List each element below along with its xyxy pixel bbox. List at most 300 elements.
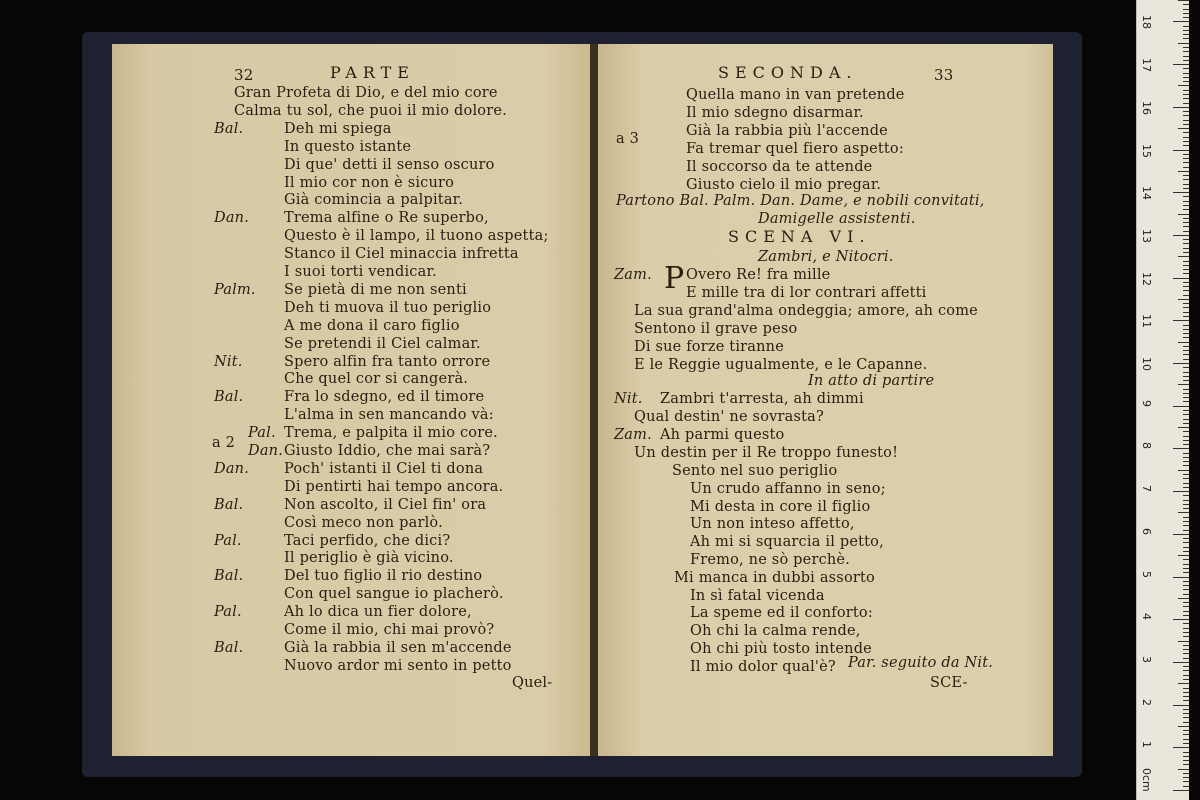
ruler-tick bbox=[1183, 478, 1189, 479]
speaker-label: Bal. bbox=[214, 639, 244, 656]
ruler-tick bbox=[1183, 265, 1189, 266]
ruler-tick bbox=[1183, 239, 1189, 240]
ruler-tick bbox=[1183, 521, 1189, 522]
verse-line: Fa tremar quel fiero aspetto: bbox=[686, 141, 904, 157]
ruler-tick bbox=[1183, 201, 1189, 202]
ruler-tick bbox=[1183, 542, 1189, 543]
ruler-tick bbox=[1183, 453, 1189, 454]
verse-line: Un crudo affanno in seno; bbox=[690, 480, 886, 497]
ruler-tick bbox=[1178, 641, 1189, 642]
ruler-tick bbox=[1183, 167, 1189, 168]
ruler-tick bbox=[1183, 752, 1189, 753]
ruler-tick bbox=[1183, 679, 1189, 680]
ruler-tick bbox=[1183, 9, 1189, 10]
ruler-tick bbox=[1183, 141, 1189, 142]
ruler-tick bbox=[1173, 21, 1189, 22]
ruler-tick bbox=[1183, 68, 1189, 69]
ruler-tick bbox=[1183, 483, 1189, 484]
verse-line: E le Reggie ugualmente, e le Capanne. bbox=[634, 357, 928, 373]
verse-line: Questo è il lampo, il tuono aspetta; bbox=[284, 228, 549, 245]
verse-line: Oh chi più tosto intende bbox=[690, 641, 872, 657]
page-number: 33 bbox=[934, 66, 954, 84]
verse-line: Giusto Iddio, che mai sarà? bbox=[284, 443, 491, 459]
ruler-tick bbox=[1183, 243, 1189, 244]
verse-line: Mi manca in dubbi assorto bbox=[674, 569, 875, 586]
ruler-tick bbox=[1183, 730, 1189, 731]
ruler-tick bbox=[1183, 124, 1189, 125]
ruler-tick bbox=[1183, 559, 1189, 560]
ruler-tick bbox=[1183, 269, 1189, 270]
ruler-label: 4 bbox=[1140, 613, 1153, 621]
ruler-label: 14 bbox=[1140, 186, 1153, 201]
ruler-tick bbox=[1183, 457, 1189, 458]
ruler-tick bbox=[1183, 60, 1189, 61]
ruler-tick bbox=[1183, 303, 1189, 304]
ruler-label: 11 bbox=[1140, 314, 1153, 329]
ruler-tick bbox=[1183, 713, 1189, 714]
ruler-tick bbox=[1183, 73, 1189, 74]
verse-line: Trema alfine o Re superbo, bbox=[284, 210, 489, 227]
speaker-label: Pal. bbox=[214, 532, 242, 549]
verse-line: Nuovo ardor mi sento in petto bbox=[284, 657, 512, 674]
ruler-tick bbox=[1183, 547, 1189, 548]
verse-line: Non ascolto, il Ciel fin' ora bbox=[284, 496, 487, 513]
ruler-tick bbox=[1183, 585, 1189, 586]
ruler-tick bbox=[1173, 448, 1189, 449]
ruler-tick bbox=[1178, 342, 1189, 343]
speaker-label: Bal. bbox=[214, 389, 244, 406]
ruler-label: 10 bbox=[1140, 357, 1153, 371]
verse-line: Qual destin' ne sovrasta? bbox=[634, 409, 824, 425]
ruler-tick bbox=[1183, 325, 1189, 326]
ruler-tick bbox=[1183, 504, 1189, 505]
ruler-tick bbox=[1183, 760, 1189, 761]
ruler-tick bbox=[1183, 688, 1189, 689]
ruler-tick bbox=[1183, 487, 1189, 488]
scene-title: SCENA VI. bbox=[728, 227, 871, 246]
verse-line: E mille tra di lor contrari affetti bbox=[686, 285, 927, 301]
verse-line: Così meco non parlò. bbox=[284, 514, 443, 531]
ruler-tick bbox=[1173, 150, 1189, 151]
ruler-tick bbox=[1178, 0, 1189, 1]
ruler-tick bbox=[1183, 530, 1189, 531]
verse-line: L'alma in sen mancando và: bbox=[284, 407, 494, 424]
verse-line: Il mio dolor qual'è? bbox=[690, 658, 836, 675]
verse-line: Con quel sangue io placherò. bbox=[284, 586, 504, 603]
ruler-tick bbox=[1183, 158, 1189, 159]
ruler-tick bbox=[1183, 188, 1189, 189]
ruler-tick bbox=[1173, 406, 1189, 407]
ruler-tick bbox=[1183, 380, 1189, 381]
ruler-tick bbox=[1183, 764, 1189, 765]
stage-direction: Damigelle assistenti. bbox=[758, 211, 916, 227]
ruler-tick bbox=[1183, 30, 1189, 31]
a2-marker: a 2 bbox=[212, 435, 236, 451]
verse-line: Oh chi la calma rende, bbox=[690, 623, 861, 640]
ruler-tick bbox=[1183, 649, 1189, 650]
ruler-tick bbox=[1183, 709, 1189, 710]
stage-direction: In atto di partire bbox=[808, 373, 935, 389]
ruler-tick bbox=[1183, 120, 1189, 121]
ruler-tick bbox=[1178, 470, 1189, 471]
ruler-tick bbox=[1183, 13, 1189, 14]
ruler-tick bbox=[1178, 214, 1189, 215]
speaker-label: Pal. bbox=[248, 425, 276, 442]
verse-line: A me dona il caro figlio bbox=[284, 317, 460, 334]
ruler-tick bbox=[1183, 184, 1189, 185]
ruler-tick bbox=[1183, 670, 1189, 671]
ruler-tick bbox=[1183, 636, 1189, 637]
ruler-tick bbox=[1183, 34, 1189, 35]
ruler-tick bbox=[1183, 781, 1189, 782]
ruler-tick bbox=[1183, 611, 1189, 612]
ruler-tick bbox=[1183, 525, 1189, 526]
verse-line: In questo istante bbox=[284, 138, 412, 155]
ruler-tick bbox=[1183, 226, 1189, 227]
running-head: PARTE bbox=[330, 63, 415, 82]
ruler-tick bbox=[1183, 410, 1189, 411]
ruler-tick bbox=[1183, 551, 1189, 552]
ruler-tick bbox=[1173, 320, 1189, 321]
verse-line: Di pentirti hai tempo ancora. bbox=[284, 478, 504, 495]
ruler-tick bbox=[1183, 743, 1189, 744]
ruler-tick bbox=[1183, 653, 1189, 654]
ruler-tick bbox=[1183, 346, 1189, 347]
ruler-tick bbox=[1183, 290, 1189, 291]
ruler-tick bbox=[1183, 645, 1189, 646]
ruler-tick bbox=[1183, 419, 1189, 420]
ruler-label: 18 bbox=[1140, 15, 1153, 30]
ruler-tick bbox=[1183, 700, 1189, 701]
ruler-tick bbox=[1178, 769, 1189, 770]
page-number: 32 bbox=[234, 66, 254, 84]
ruler-tick bbox=[1183, 628, 1189, 629]
speaker-label: Bal. bbox=[214, 568, 244, 585]
speaker-label: Nit. bbox=[214, 353, 243, 370]
left-page bbox=[112, 44, 592, 756]
ruler-tick bbox=[1183, 431, 1189, 432]
ruler-tick bbox=[1183, 354, 1189, 355]
ruler-tick bbox=[1183, 81, 1189, 82]
verse-line: Il periglio è già vicino. bbox=[284, 550, 454, 567]
verse-line: Spero alfin fra tanto orrore bbox=[284, 353, 491, 370]
verse-line: Gran Profeta di Dio, e del mio core bbox=[234, 85, 498, 101]
ruler-tick bbox=[1173, 107, 1189, 108]
verse-line: Giusto cielo il mio pregar. bbox=[686, 177, 882, 193]
ruler-tick bbox=[1183, 222, 1189, 223]
ruler-tick bbox=[1178, 384, 1189, 385]
verse-line: Taci perfido, che dici? bbox=[284, 532, 451, 549]
ruler-tick bbox=[1173, 534, 1189, 535]
ruler-tick bbox=[1183, 444, 1189, 445]
ruler-tick bbox=[1183, 51, 1189, 52]
ruler-tick bbox=[1178, 598, 1189, 599]
catchword: SCE- bbox=[930, 675, 968, 691]
ruler-tick bbox=[1173, 577, 1189, 578]
ruler-tick bbox=[1183, 282, 1189, 283]
ruler-tick bbox=[1183, 372, 1189, 373]
ruler-tick bbox=[1183, 196, 1189, 197]
speaker-label: Palm. bbox=[214, 281, 256, 298]
ruler-tick bbox=[1183, 337, 1189, 338]
verse-line: Se pretendi il Ciel calmar. bbox=[284, 335, 481, 352]
verse-line: Stanco il Ciel minaccia infretta bbox=[284, 246, 519, 263]
stage-direction: Partono Bal. Palm. Dan. Dame, e nobili convitati, bbox=[616, 193, 985, 209]
ruler-tick bbox=[1183, 572, 1189, 573]
verse-line: Mi desta in core il figlio bbox=[690, 498, 871, 515]
ruler-tick bbox=[1183, 423, 1189, 424]
ruler-tick bbox=[1183, 252, 1189, 253]
verse-line: Già comincia a palpitar. bbox=[284, 192, 464, 209]
verse-line: Deh mi spiega bbox=[284, 120, 392, 137]
verse-line: Fremo, ne sò perchè. bbox=[690, 552, 851, 568]
verse-line: Quella mano in van pretende bbox=[686, 87, 905, 103]
ruler-tick bbox=[1173, 363, 1189, 364]
ruler-tick bbox=[1173, 192, 1189, 193]
verse-line: Sento nel suo periglio bbox=[672, 463, 838, 479]
ruler-tick bbox=[1183, 696, 1189, 697]
ruler-tick bbox=[1183, 436, 1189, 437]
ruler-label: 7 bbox=[1140, 485, 1153, 493]
ruler-tick bbox=[1183, 393, 1189, 394]
verse-line: Del tuo figlio il rio destino bbox=[284, 568, 483, 585]
ruler-tick bbox=[1183, 17, 1189, 18]
ruler-tick bbox=[1183, 756, 1189, 757]
ruler-tick bbox=[1183, 606, 1189, 607]
ruler-tick bbox=[1183, 90, 1189, 91]
ruler-tick bbox=[1183, 564, 1189, 565]
verse-line: Se pietà di me non senti bbox=[284, 281, 467, 298]
ruler-tick bbox=[1183, 307, 1189, 308]
speaker-label: Zam. bbox=[614, 267, 652, 283]
ruler-tick bbox=[1183, 273, 1189, 274]
scale-ruler bbox=[1136, 0, 1189, 800]
ruler-tick bbox=[1183, 359, 1189, 360]
verse-line: Deh ti muova il tuo periglio bbox=[284, 299, 492, 316]
verse-line: Il mio sdegno disarmar. bbox=[686, 105, 864, 121]
ruler-tick bbox=[1173, 747, 1189, 748]
ruler-tick bbox=[1183, 38, 1189, 39]
ruler-tick bbox=[1183, 115, 1189, 116]
ruler-label: 13 bbox=[1140, 228, 1153, 243]
speaker-label: Dan. bbox=[248, 443, 284, 459]
running-head: SECONDA. bbox=[718, 63, 858, 82]
ruler-tick bbox=[1183, 615, 1189, 616]
verse-line: Di sue forze tiranne bbox=[634, 339, 784, 355]
ruler-tick bbox=[1183, 568, 1189, 569]
verse-line: Sentono il grave peso bbox=[634, 321, 798, 337]
ruler-tick bbox=[1183, 333, 1189, 334]
ruler-tick bbox=[1183, 261, 1189, 262]
ruler-tick bbox=[1178, 43, 1189, 44]
ruler-tick bbox=[1183, 734, 1189, 735]
verse-line: Calma tu sol, che puoi il mio dolore. bbox=[234, 102, 507, 119]
ruler-tick bbox=[1178, 256, 1189, 257]
ruler-tick bbox=[1183, 77, 1189, 78]
ruler-tick bbox=[1173, 705, 1189, 706]
speaker-label: Bal. bbox=[214, 120, 244, 137]
speaker-label: Nit. bbox=[614, 391, 643, 407]
ruler-tick bbox=[1183, 154, 1189, 155]
speaker-label: Dan. bbox=[214, 210, 250, 227]
ruler-tick bbox=[1183, 666, 1189, 667]
scene-persons: Zambri, e Nitocri. bbox=[758, 249, 894, 265]
verse-line: Overo Re! fra mille bbox=[686, 267, 831, 283]
ruler-label: 8 bbox=[1140, 442, 1153, 450]
ruler-tick bbox=[1183, 132, 1189, 133]
ruler-label: 6 bbox=[1140, 527, 1153, 535]
ruler-tick bbox=[1183, 205, 1189, 206]
ruler-tick bbox=[1183, 175, 1189, 176]
ruler-tick bbox=[1173, 790, 1189, 791]
ruler-tick bbox=[1183, 474, 1189, 475]
ruler-tick bbox=[1183, 581, 1189, 582]
ruler-tick bbox=[1183, 367, 1189, 368]
ruler-tick bbox=[1183, 397, 1189, 398]
ruler-tick bbox=[1183, 350, 1189, 351]
ruler-tick bbox=[1183, 632, 1189, 633]
ruler-tick bbox=[1183, 145, 1189, 146]
verse-line: Poch' istanti il Ciel ti dona bbox=[284, 460, 484, 477]
drop-cap: P bbox=[664, 261, 685, 296]
ruler-tick bbox=[1183, 248, 1189, 249]
verse-line: Trema, e palpita il mio core. bbox=[284, 425, 498, 442]
speaker-label: Bal. bbox=[214, 496, 244, 513]
ruler-tick bbox=[1183, 623, 1189, 624]
ruler-label: 3 bbox=[1140, 655, 1153, 663]
ruler-tick bbox=[1183, 722, 1189, 723]
right-page bbox=[598, 44, 1053, 756]
ruler-tick bbox=[1178, 512, 1189, 513]
ruler-tick bbox=[1183, 508, 1189, 509]
ruler-tick bbox=[1183, 461, 1189, 462]
ruler-tick bbox=[1183, 137, 1189, 138]
speaker-label: Pal. bbox=[214, 604, 242, 621]
ruler-label: 16 bbox=[1140, 100, 1153, 115]
a3-marker: a 3 bbox=[616, 131, 640, 147]
verse-line: In sì fatal vicenda bbox=[690, 587, 825, 604]
ruler-tick bbox=[1183, 47, 1189, 48]
ruler-tick bbox=[1183, 414, 1189, 415]
verse-line: Come il mio, chi mai provò? bbox=[284, 622, 495, 638]
ruler-tick bbox=[1183, 286, 1189, 287]
ruler-tick bbox=[1183, 231, 1189, 232]
ruler-tick bbox=[1173, 491, 1189, 492]
verse-line: Un non inteso affetto, bbox=[690, 516, 855, 533]
ruler-tick bbox=[1183, 98, 1189, 99]
verse-line: Un destin per il Re troppo funesto! bbox=[634, 445, 899, 461]
verse-line: Il soccorso da te attende bbox=[686, 159, 873, 175]
ruler-tick bbox=[1178, 427, 1189, 428]
ruler-tick bbox=[1183, 538, 1189, 539]
ruler-tick bbox=[1183, 312, 1189, 313]
ruler-tick bbox=[1183, 465, 1189, 466]
ruler-tick bbox=[1183, 389, 1189, 390]
catchword: Quel- bbox=[512, 675, 553, 691]
ruler-tick bbox=[1173, 64, 1189, 65]
ruler-tick bbox=[1183, 162, 1189, 163]
ruler-tick bbox=[1183, 111, 1189, 112]
ruler-tick bbox=[1183, 602, 1189, 603]
ruler-tick bbox=[1178, 171, 1189, 172]
ruler-tick bbox=[1183, 739, 1189, 740]
ruler-tick bbox=[1183, 209, 1189, 210]
ruler-tick bbox=[1183, 717, 1189, 718]
ruler-tick bbox=[1183, 56, 1189, 57]
ruler-tick bbox=[1183, 329, 1189, 330]
verse-line: Di que' detti il senso oscuro bbox=[284, 156, 495, 173]
ruler-tick bbox=[1183, 675, 1189, 676]
ruler-label: 15 bbox=[1140, 143, 1153, 158]
ruler-tick bbox=[1173, 235, 1189, 236]
verse-line: Già la rabbia più l'accende bbox=[686, 123, 888, 139]
ruler-tick bbox=[1183, 692, 1189, 693]
ruler-tick bbox=[1183, 773, 1189, 774]
ruler-tick bbox=[1183, 594, 1189, 595]
ruler-tick bbox=[1183, 316, 1189, 317]
ruler-tick bbox=[1183, 589, 1189, 590]
ruler-tick bbox=[1183, 786, 1189, 787]
ruler-tick bbox=[1178, 128, 1189, 129]
ruler-tick bbox=[1183, 4, 1189, 5]
ruler-tick bbox=[1183, 658, 1189, 659]
verse-line: Già la rabbia il sen m'accende bbox=[284, 639, 512, 656]
verse-line: La sua grand'alma ondeggia; amore, ah come bbox=[634, 303, 978, 319]
ruler-tick bbox=[1183, 376, 1189, 377]
ruler-label: 17 bbox=[1140, 58, 1153, 73]
ruler-tick bbox=[1173, 278, 1189, 279]
ruler-tick bbox=[1178, 683, 1189, 684]
ruler-label: 9 bbox=[1140, 399, 1153, 407]
ruler-tick bbox=[1178, 726, 1189, 727]
ruler-label: 0cm bbox=[1140, 768, 1153, 792]
verse-line: Ah parmi questo bbox=[660, 427, 785, 443]
ruler-tick bbox=[1183, 26, 1189, 27]
ruler-tick bbox=[1183, 103, 1189, 104]
ruler-tick bbox=[1178, 299, 1189, 300]
ruler-tick bbox=[1173, 662, 1189, 663]
ruler-tick bbox=[1183, 517, 1189, 518]
ruler-tick bbox=[1183, 495, 1189, 496]
verse-line: Ah mi si squarcia il petto, bbox=[690, 534, 884, 551]
ruler-tick bbox=[1183, 401, 1189, 402]
verse-line: Fra lo sdegno, ed il timore bbox=[284, 389, 485, 406]
verse-line: Che quel cor si cangerà. bbox=[284, 371, 469, 388]
ruler-tick bbox=[1183, 440, 1189, 441]
ruler-label: 1 bbox=[1140, 741, 1153, 749]
stage-direction: Par. seguito da Nit. bbox=[848, 655, 994, 671]
speaker-label: Zam. bbox=[614, 427, 652, 443]
verse-line: Ah lo dica un fier dolore, bbox=[284, 604, 472, 621]
ruler-tick bbox=[1183, 218, 1189, 219]
ruler-tick bbox=[1178, 85, 1189, 86]
ruler-tick bbox=[1178, 555, 1189, 556]
ruler-tick bbox=[1183, 94, 1189, 95]
speaker-label: Dan. bbox=[214, 460, 250, 477]
verse-line: La speme ed il conforto: bbox=[690, 605, 873, 622]
ruler-tick bbox=[1183, 295, 1189, 296]
verse-line: Zambri t'arresta, ah dimmi bbox=[660, 391, 864, 407]
ruler-label: 5 bbox=[1140, 570, 1153, 578]
ruler-label: 2 bbox=[1140, 698, 1153, 706]
ruler-tick bbox=[1183, 179, 1189, 180]
ruler-tick bbox=[1183, 500, 1189, 501]
verse-line: I suoi torti vendicar. bbox=[284, 264, 437, 280]
ruler-tick bbox=[1183, 777, 1189, 778]
ruler-tick bbox=[1173, 619, 1189, 620]
ruler-label: 12 bbox=[1140, 271, 1153, 286]
verse-line: Il mio cor non è sicuro bbox=[284, 174, 455, 191]
